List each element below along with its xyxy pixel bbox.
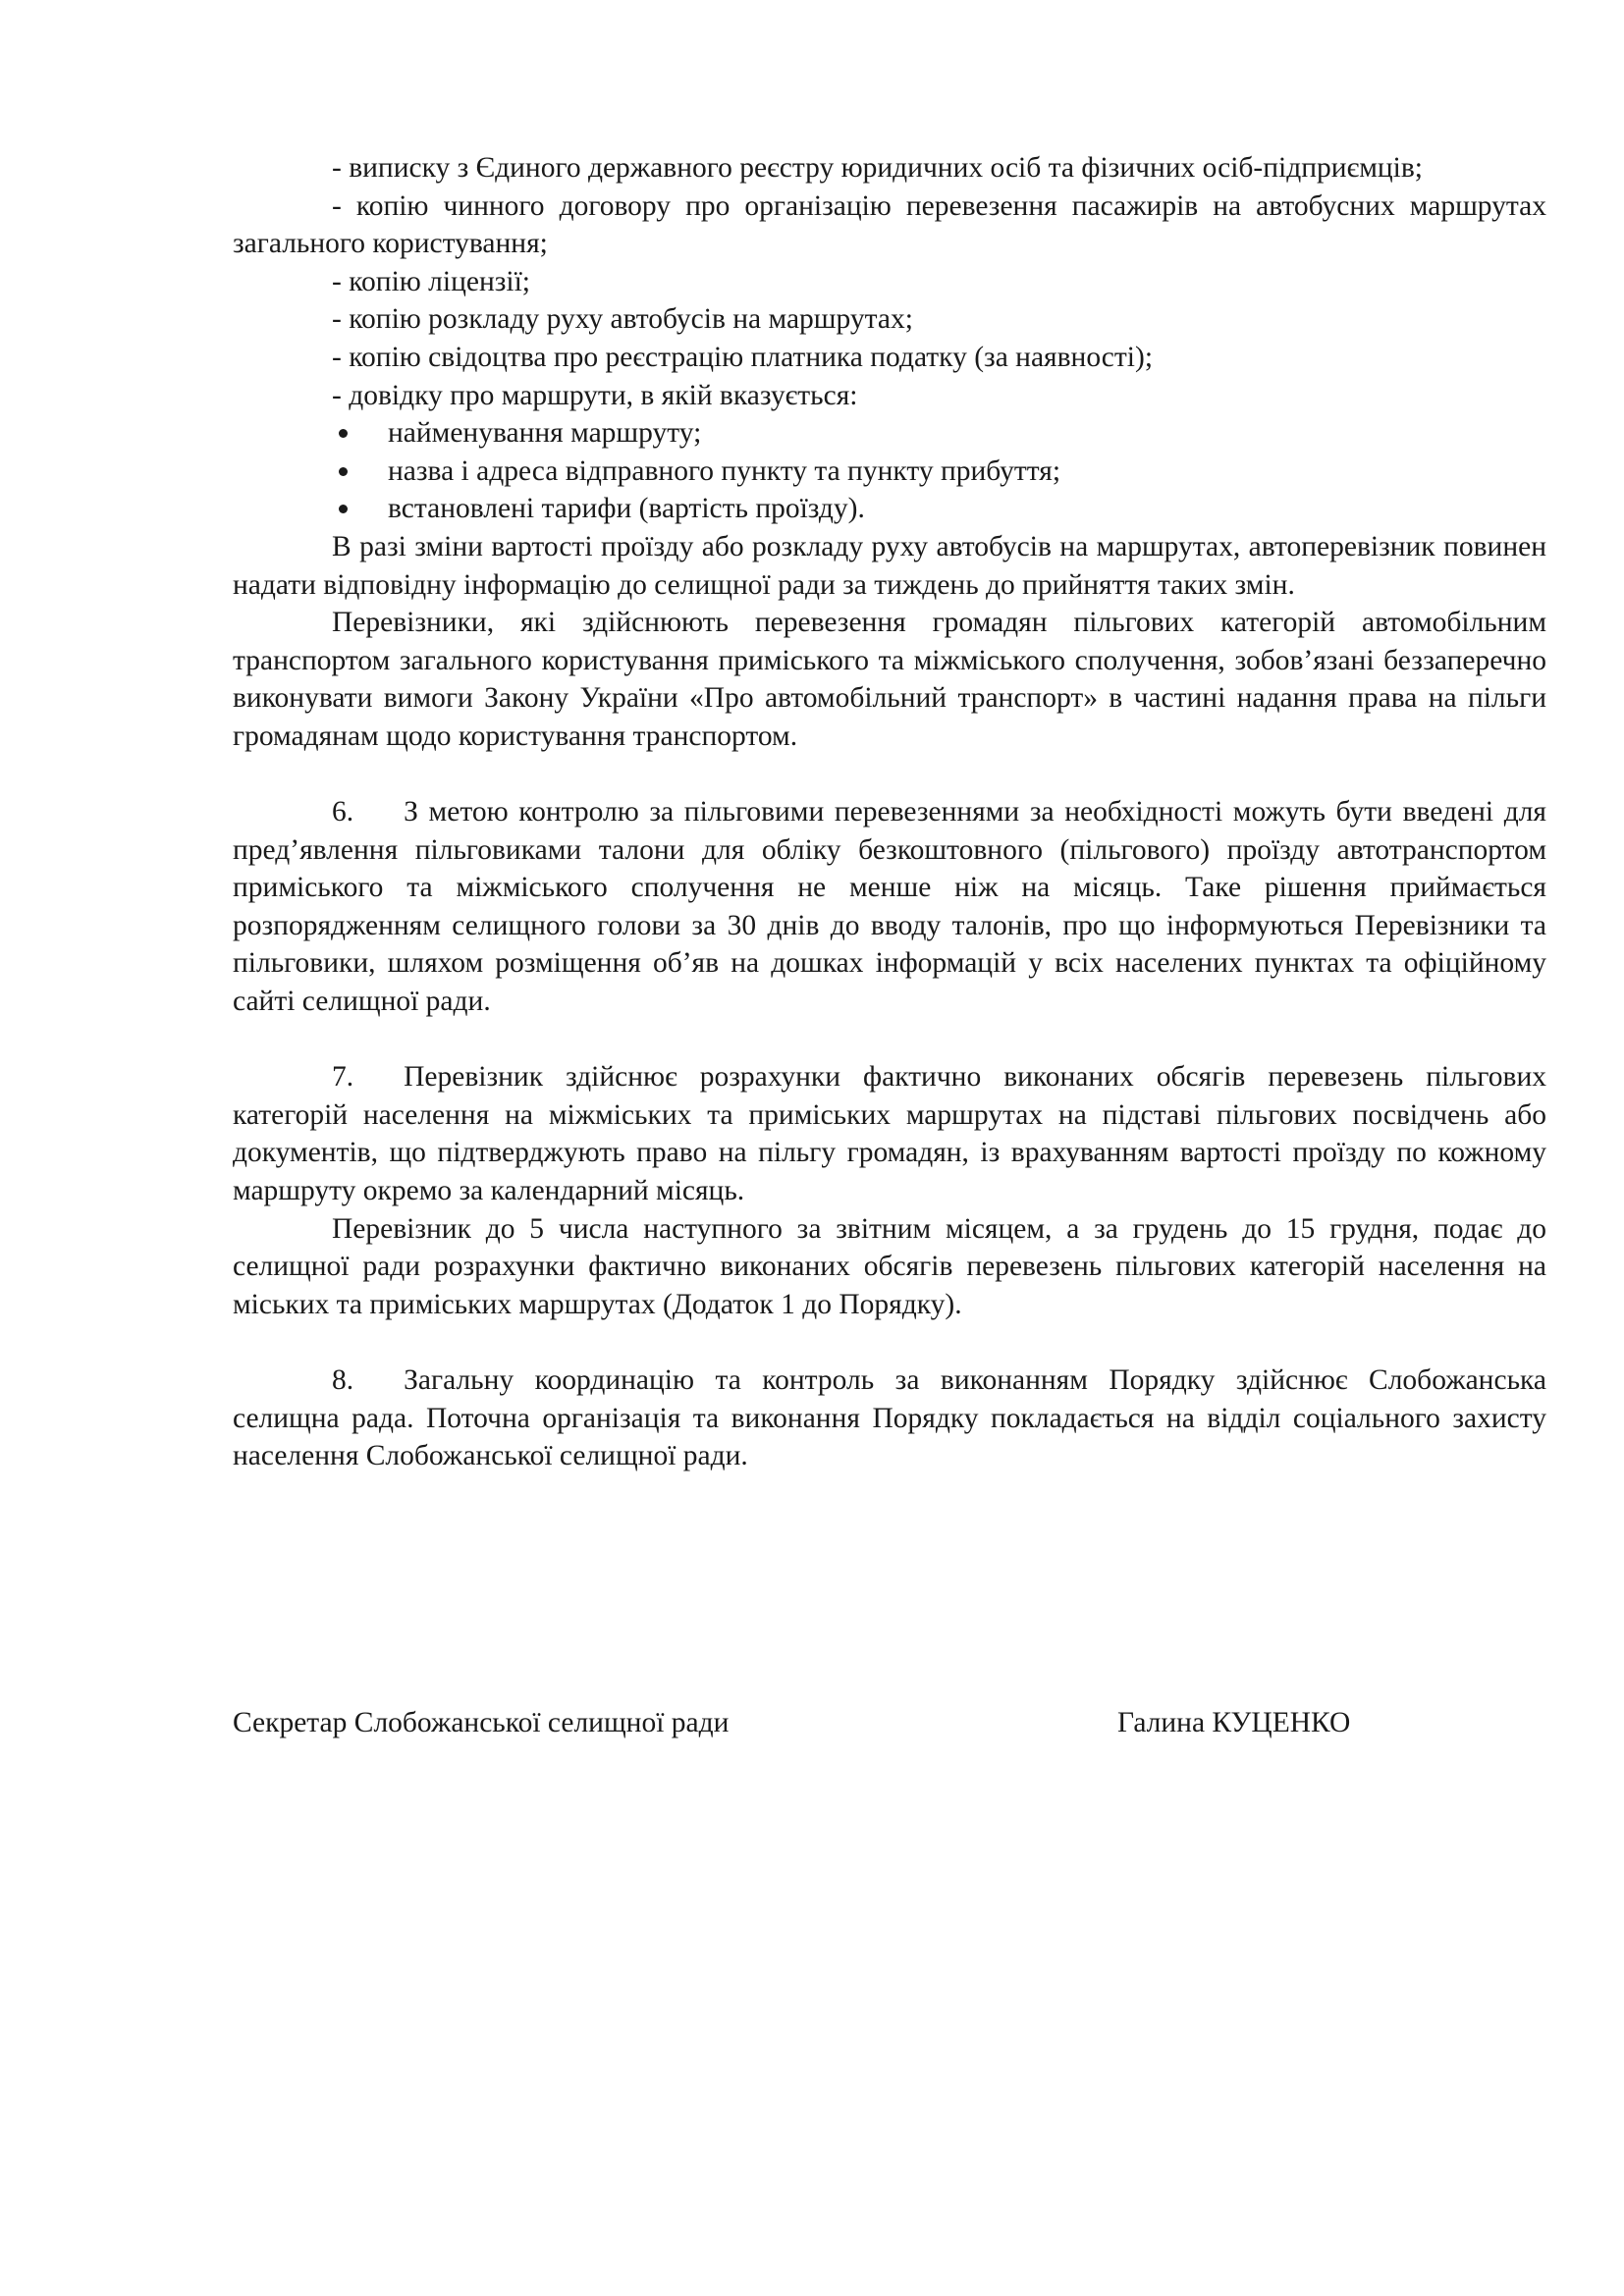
- spacer: [233, 1323, 1546, 1362]
- intro-item-route-info: - довідку про маршрути, в якій вказується:: [332, 379, 858, 411]
- intro-item-schedule: - копію розкладу руху автобусів на маршрутах;: [332, 303, 913, 336]
- list-item-text: найменування маршруту;: [388, 417, 702, 450]
- route-info-list: [233, 414, 1546, 528]
- spacer: [233, 1021, 1546, 1059]
- intro-item-contract: - копію чинного договору про організацію перевезення пасажирів на автобусних маршрутах загального користування;: [233, 189, 1546, 260]
- section-8: [233, 1362, 1546, 1475]
- section-8-text: Загальну координацію та контроль за виконанням Порядку здійснює Слобожанська селищна рада. Поточна організація та виконання Порядку покладається на відділ соціального захисту населення Слобожанської селищної ради.: [233, 1364, 1546, 1472]
- spacer: [233, 756, 1546, 794]
- list-item: [388, 414, 1546, 453]
- bullet-icon: [339, 429, 348, 438]
- bullet-icon: [339, 505, 348, 513]
- list-item: [388, 453, 1546, 491]
- section-7-reporting: Перевізник до 5 числа наступного за звітним місяцем, а за грудень до 15 грудня, подає до селищної ради розрахунки фактично виконаних обсягів перевезень пільгових категорій населення на міських та приміських маршрутах (Додаток 1 до Порядку).: [233, 1212, 1546, 1320]
- section-6-text: З метою контролю за пільговими перевезеннями за необхідності можуть бути введені для пред’явлення пільговиками талони для обліку безкоштовного (пільгового) проїзду автотранспортом приміського та міжміського сполучення не менше ніж на місяць. Таке рішення приймається розпорядженням селищного голови за 30 днів до вводу талонів, про що інформуються Перевізники та пільговики, шляхом розміщення об’яв на дошках інформацій у всіх населених пунктах та офіційному сайті селищної ради.: [233, 796, 1546, 1018]
- section-7: [233, 1058, 1546, 1209]
- section-6: [233, 793, 1546, 1021]
- signature-block: [233, 1704, 1546, 1743]
- section-8-number: 8.: [332, 1364, 354, 1396]
- list-item-text: назва і адреса відправного пункту та пункту прибуття;: [388, 454, 1061, 487]
- list-item: [388, 490, 1546, 528]
- section-6-number: 6.: [332, 796, 354, 828]
- section-7-text: Перевізник здійснює розрахунки фактично виконаних обсягів перевезень пільгових категорій населення на міжміських та приміських маршрутах на підставі пільгових посвідчень або документів, що підтверджують право на пільгу громадян, із врахуванням вартості проїзду по кожному маршруту окремо за календарний місяць.: [233, 1061, 1546, 1207]
- intro-item-tax-certificate: - копію свідоцтва про реєстрацію платника податку (за наявності);: [332, 341, 1154, 373]
- bullet-icon: [339, 467, 348, 476]
- signatory-name: Галина КУЦЕНКО: [1117, 1707, 1351, 1738]
- list-item-text: встановлені тарифи (вартість проїзду).: [388, 493, 865, 525]
- signatory-title: Секретар Слобожанської селищної ради: [233, 1707, 730, 1738]
- document-page: [233, 149, 1546, 1475]
- paragraph-carriers: Перевізники, які здійснюють перевезення громадян пільгових категорій автомобільним транспортом загального користування приміського та міжміського сполучення, зобов’язані беззаперечно виконувати вимоги Закону України «Про автомобільний транспорт» в частині надання права на пільги громадянам щодо користування транспортом.: [233, 607, 1546, 752]
- section-7-number: 7.: [332, 1061, 354, 1094]
- intro-item-license: - копію ліцензії;: [332, 265, 531, 297]
- intro-item-extract: - виписку з Єдиного державного реєстру юридичних осіб та фізичних осіб-підприємців;: [332, 152, 1424, 184]
- paragraph-changes: В разі зміни вартості проїзду або розкладу руху автобусів на маршрутах, автоперевізник повинен надати відповідну інформацію до селищної ради за тиждень до прийняття таких змін.: [233, 530, 1546, 601]
